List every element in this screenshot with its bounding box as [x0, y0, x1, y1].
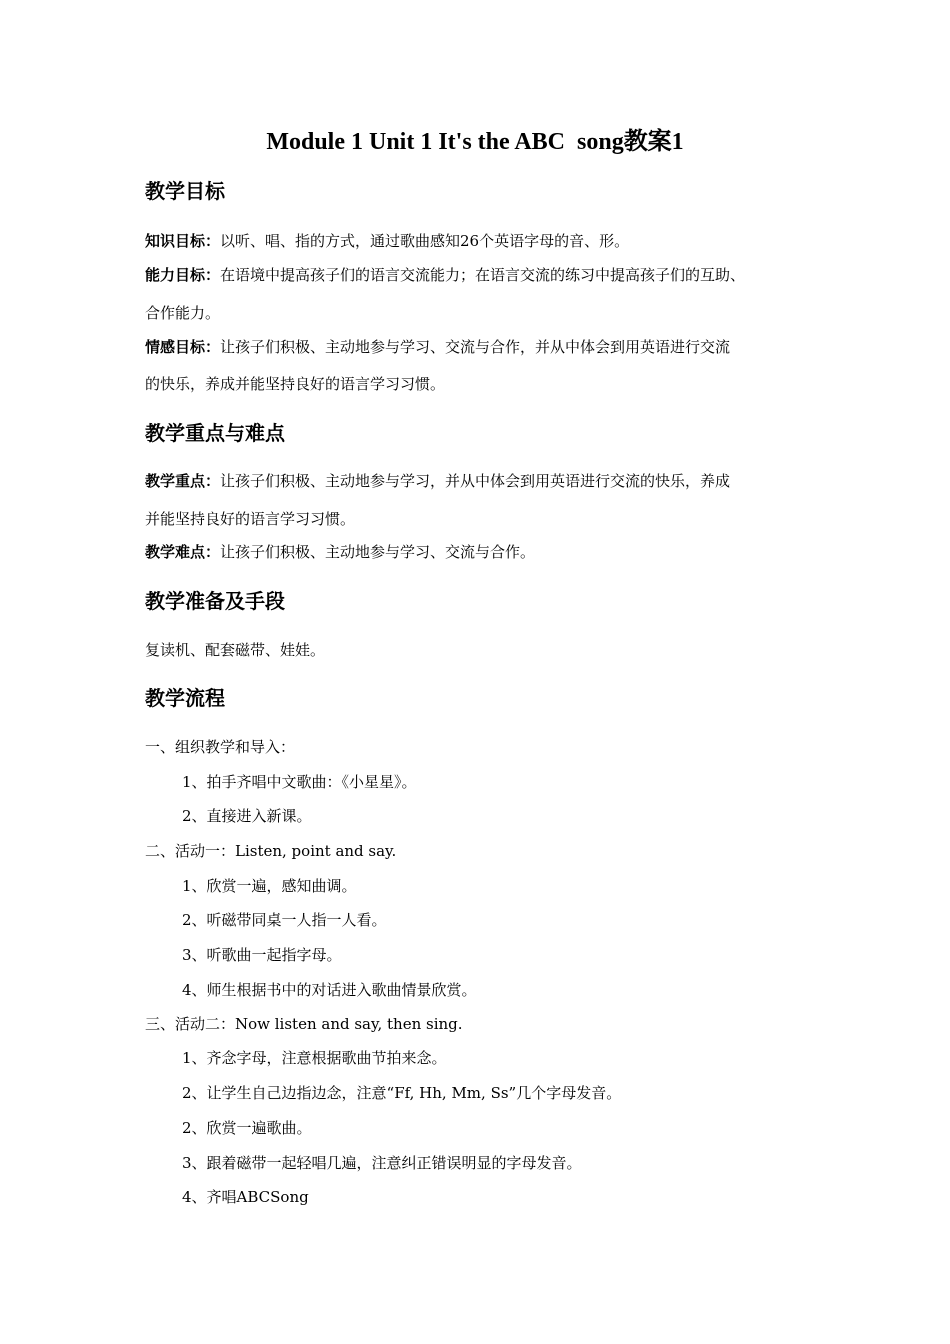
process-step: 1、拍手齐唱中文歌曲：《小星星》。	[182, 773, 417, 791]
difficulty-label: 教学难点：	[145, 543, 221, 561]
key-points-heading: 教学重点与难点	[145, 421, 285, 445]
process-step: 4、师生根据书中的对话进入歌曲情景欣赏。	[182, 981, 477, 999]
process-step: 3、跟着磁带一起轻唱几遍，注意纠正错误明显的字母发音。	[182, 1154, 582, 1172]
emotion-label: 情感目标：	[145, 338, 221, 356]
knowledge-text: 以听、唱、指的方式，通过歌曲感知26个英语字母的音、形。	[220, 232, 630, 250]
preparation-heading: 教学准备及手段	[145, 589, 285, 613]
document-title: Module 1 Unit 1 It's the ABC song教案1	[266, 129, 684, 155]
process-step: 1、齐念字母，注意根据歌曲节拍来念。	[182, 1049, 447, 1067]
process-heading: 教学流程	[145, 686, 225, 710]
process-step: 一、组织教学和导入：	[145, 738, 296, 756]
focus-text-1: 让孩子们积极、主动地参与学习，并从中体会到用英语进行交流的快乐，养成	[220, 472, 731, 490]
knowledge-objective	[145, 230, 629, 252]
emotion-text-1: 让孩子们积极、主动地参与学习、交流与合作，并从中体会到用英语进行交流	[220, 338, 731, 356]
ability-text-1: 在语境中提高孩子们的语言交流能力；在语言交流的练习中提高孩子们的互助、	[220, 266, 746, 284]
process-step: 三、活动二：Now listen and say, then sing.	[145, 1015, 463, 1033]
ability-objective	[145, 264, 745, 286]
process-step: 二、活动一：Listen, point and say.	[145, 842, 397, 860]
objectives-heading: 教学目标	[145, 179, 225, 203]
focus-label: 教学重点：	[145, 472, 221, 490]
process-step: 3、听歌曲一起指字母。	[182, 946, 342, 964]
difficulty-text: 让孩子们积极、主动地参与学习、交流与合作。	[220, 543, 536, 561]
ability-text-2: 合作能力。	[145, 304, 221, 322]
process-step: 4、齐唱ABCSong	[182, 1188, 309, 1206]
process-step: 2、让学生自己边指边念，注意“Ff, Hh, Mm, Ss”几个字母发音。	[182, 1084, 622, 1102]
emotion-objective	[145, 336, 730, 358]
process-step: 1、欣赏一遍，感知曲调。	[182, 877, 357, 895]
process-step: 2、听磁带同桌一人指一人看。	[182, 911, 387, 929]
teaching-difficulty	[145, 541, 535, 563]
emotion-text-2: 的快乐，养成并能坚持良好的语言学习习惯。	[145, 375, 446, 393]
ability-label: 能力目标：	[145, 266, 221, 284]
focus-text-2: 并能坚持良好的语言学习习惯。	[145, 510, 356, 528]
teaching-focus	[145, 470, 730, 492]
knowledge-label: 知识目标：	[145, 232, 221, 250]
process-step: 2、欣赏一遍歌曲。	[182, 1119, 312, 1137]
preparation-text: 复读机、配套磁带、娃娃。	[145, 641, 326, 659]
process-step: 2、直接进入新课。	[182, 807, 312, 825]
